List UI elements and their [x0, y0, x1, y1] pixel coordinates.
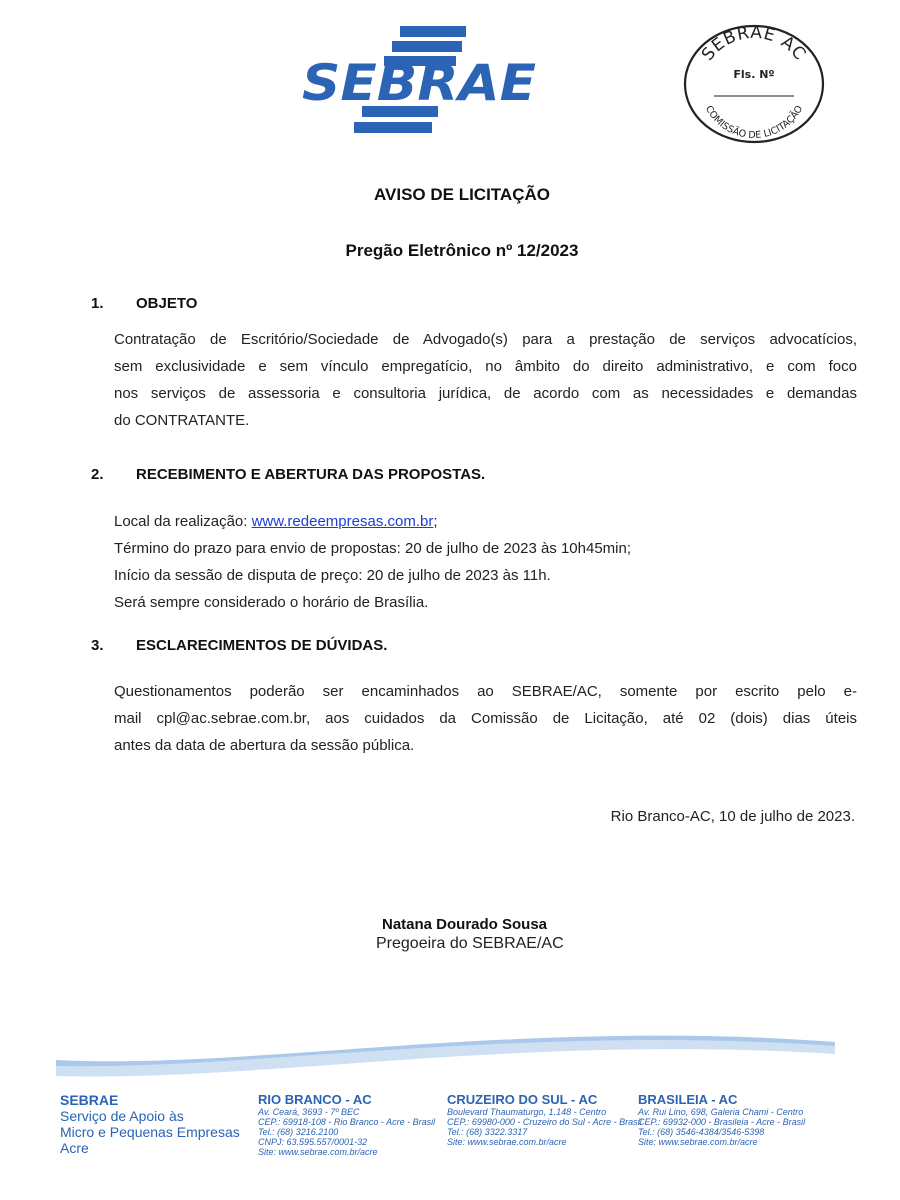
stamp-bottom-text: COMISSÃO DE LICITAÇÃO	[702, 103, 806, 142]
office-line: CEP.: 69918-108 - Rio Branco - Acre - Brasil	[258, 1117, 436, 1127]
office-title: CRUZEIRO DO SUL - AC	[447, 1092, 598, 1107]
office-line: Av. Ceará, 3693 - 7º BEC	[258, 1107, 360, 1117]
section-number: 2.	[91, 466, 104, 483]
office-line: Tel.: (68) 3216.2100	[258, 1127, 339, 1137]
section-3-body	[114, 678, 857, 759]
footer-org-title: SEBRAE	[60, 1092, 119, 1108]
body-line: nos serviços de assessoria e consultoria jurídica, de acordo com as necessidades e demandas	[114, 385, 857, 402]
office-title: RIO BRANCO - AC	[258, 1092, 372, 1107]
section-1-heading	[91, 295, 197, 312]
office-line: CEP.: 69932-000 - Brasileia - Acre - Brasil	[638, 1117, 806, 1127]
stamp-top-text: SEBRAE AC	[697, 22, 810, 65]
section-number: 3.	[91, 637, 104, 654]
footer-office-brasileia	[638, 1092, 805, 1147]
footer-org	[60, 1092, 240, 1156]
svg-text:COMISSÃO DE LICITAÇÃO	[703, 104, 805, 141]
signer-name: Natana Dourado Sousa	[382, 916, 548, 933]
footer-org-line: Micro e Pequenas Empresas	[60, 1124, 240, 1140]
office-line: CEP.: 69980-000 - Cruzeiro do Sul - Acre - Brasil	[447, 1117, 642, 1127]
body-line: mail cpl@ac.sebrae.com.br, aos cuidados da Comissão de Licitação, até 02 (dois) dias úteis	[114, 710, 857, 727]
local-label: Local da realização:	[114, 513, 252, 530]
office-line: Site: www.sebrae.com.br/acre	[258, 1147, 378, 1157]
signer-role: Pregoeira do SEBRAE/AC	[376, 935, 564, 952]
office-line: Av. Rui Lino, 698, Galeria Chami - Centro	[638, 1107, 804, 1117]
body-line: antes da data de abertura da sessão pública.	[114, 737, 415, 754]
section-2-body	[114, 508, 631, 616]
commission-stamp	[680, 22, 828, 146]
office-line: Tel.: (68) 3322.3317	[447, 1127, 528, 1137]
footer-office-rio-branco	[258, 1092, 435, 1157]
section-title: ESCLARECIMENTOS DE DÚVIDAS.	[136, 637, 388, 654]
section-number: 1.	[91, 295, 104, 312]
office-title: BRASILEIA - AC	[638, 1092, 738, 1107]
local-end: ;	[433, 513, 438, 530]
stamp-field-label: Fls. Nº	[733, 68, 775, 81]
section-1-body	[114, 326, 857, 434]
sebrae-logo	[300, 22, 540, 140]
office-line: Site: www.sebrae.com.br/acre	[638, 1137, 758, 1147]
footer-org-line: Serviço de Apoio às	[60, 1108, 184, 1124]
office-line: Tel.: (68) 3546-4384/3546-5398	[638, 1127, 765, 1137]
notice-subtitle: Pregão Eletrônico nº 12/2023	[345, 241, 579, 260]
body-line: Será sempre considerado o horário de Brasília.	[114, 594, 429, 611]
section-title: RECEBIMENTO E ABERTURA DAS PROPOSTAS.	[136, 466, 486, 483]
section-title: OBJETO	[136, 295, 198, 312]
sebrae-logo-text: SEBRAE	[302, 54, 536, 112]
notice-title: AVISO DE LICITAÇÃO	[374, 185, 550, 204]
body-line: Contratação de Escritório/Sociedade de Advogado(s) para a prestação de serviços advocatícios,	[114, 331, 857, 348]
svg-text:SEBRAE AC	[698, 23, 810, 65]
body-line: Término do prazo para envio de propostas: 20 de julho de 2023 às 10h45min;	[114, 540, 632, 557]
footer	[0, 1092, 900, 1172]
office-line: Site: www.sebrae.com.br/acre	[447, 1137, 567, 1147]
office-line: Boulevard Thaumaturgo, 1.148 - Centro	[447, 1107, 607, 1117]
body-line: Início da sessão de disputa de preço: 20 de julho de 2023 às 11h.	[114, 567, 551, 584]
section-2-heading	[91, 466, 485, 483]
body-line: sem exclusividade e sem vínculo empregatício, no âmbito do direito administrativo, e com foco	[114, 358, 857, 375]
footer-office-cruzeiro	[447, 1092, 642, 1147]
footer-org-line: Acre	[60, 1140, 89, 1156]
body-line: Questionamentos poderão ser encaminhados ao SEBRAE/AC, somente por escrito pelo e-	[114, 683, 857, 700]
footer-wave	[0, 1020, 900, 1090]
local-line	[114, 508, 631, 535]
section-3-heading	[91, 637, 387, 654]
redeempresas-link[interactable]: www.redeempresas.com.br	[251, 513, 434, 530]
body-line: do CONTRATANTE.	[114, 412, 250, 429]
office-line: CNPJ: 63.595.557/0001-32	[258, 1137, 368, 1147]
place-date: Rio Branco-AC, 10 de julho de 2023.	[610, 808, 855, 825]
